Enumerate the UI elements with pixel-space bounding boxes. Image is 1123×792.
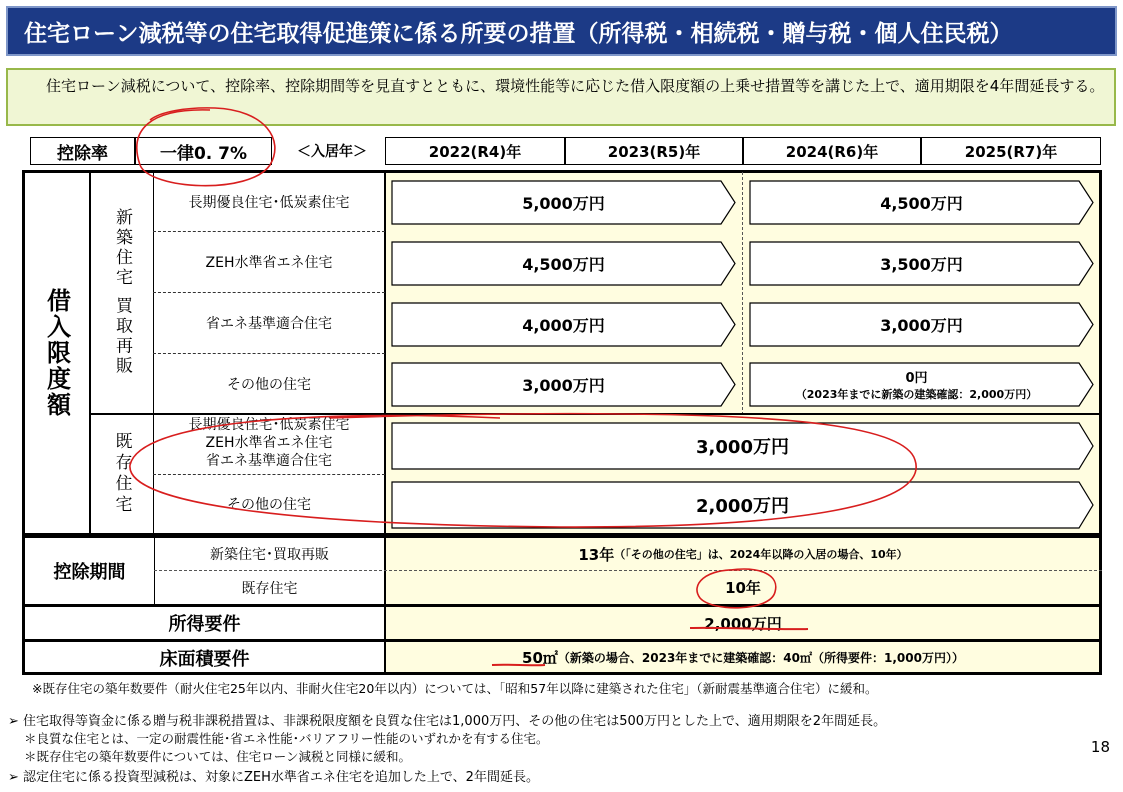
asterisk-note: ※既存住宅の築年数要件（耐火住宅25年以内、非耐火住宅20年以内）については、「昭和57年以降に建築された住宅」（新耐震基準適合住宅）に緩和。 bbox=[32, 681, 878, 696]
period-new-value-note: （「その他の住宅」は、2024年以降の入居の場合、10年） bbox=[614, 548, 908, 561]
borrow-limit-label: 借入限度額 bbox=[42, 288, 71, 418]
value-existing-other: 2,000万円 bbox=[696, 496, 789, 517]
value-zeh-2024: 3,500万円 bbox=[880, 255, 963, 274]
income-label: 所得要件 bbox=[168, 614, 241, 635]
move-in-year-label: ＜入居年＞ bbox=[297, 144, 367, 160]
rate-value: 一律0. 7% bbox=[135, 137, 272, 165]
value-energy-2024: 3,000万円 bbox=[880, 316, 963, 335]
income-value: 2,000万円 bbox=[704, 614, 782, 633]
intro-text: 住宅ローン減税について、控除率、控除期間等を見直すとともに、環境性能等に応じた借入限度額の上乗せ措置等を講じた上で、適用期限を4年間延長する。 bbox=[46, 77, 1105, 95]
value-long-life-2024: 4,500万円 bbox=[880, 194, 963, 213]
floor-value-note: （新築の場合、2023年までに建築確認：40㎡（所得要件：1,000万円）） bbox=[557, 651, 964, 665]
year-header-2025: 2025(R7)年 bbox=[921, 137, 1101, 165]
year-header-2022: 2022(R4)年 bbox=[385, 137, 565, 165]
value-other-2024: 0円 bbox=[905, 371, 928, 386]
existing-housing-label: 既存住宅 bbox=[111, 432, 132, 516]
red-underline-income bbox=[690, 628, 808, 629]
value-existing-qualified: 3,000万円 bbox=[696, 437, 789, 458]
existing-type-line-3: 省エネ基準適合住宅 bbox=[206, 453, 332, 469]
bullet-investment-text: 認定住宅に係る投資型減税は、対象にZEH水準省エネ住宅を追加した上で、2年間延長。 bbox=[23, 770, 539, 785]
existing-type-other: その他の住宅 bbox=[227, 497, 311, 513]
value-other-2024-note: （2023年までに新築の建築確認：2,000万円） bbox=[795, 388, 1038, 401]
bullet-marker: ➢ bbox=[8, 714, 24, 729]
red-circle-rate bbox=[137, 108, 275, 186]
bullet-quality-note: ＊良質な住宅とは、一定の耐震性能･省エネ性能･バリアフリー性能のいずれかを有する住宅。 bbox=[24, 731, 549, 746]
bullet-marker: ➢ bbox=[8, 770, 24, 785]
period-new-type: 新築住宅･買取再販 bbox=[210, 547, 329, 563]
floor-value-main: 50㎡ bbox=[522, 649, 558, 667]
floor-label: 床面積要件 bbox=[159, 648, 250, 670]
bullet-gift-tax-text: 住宅取得等資金に係る贈与税非課税措置は、非課税限度額を良質な住宅は1,000万円、その他の住宅は500万円とした上で、適用期限を2年間延長。 bbox=[23, 714, 887, 729]
period-new-value-main: 13年 bbox=[578, 545, 615, 564]
existing-type-line-2: ZEH水準省エネ住宅 bbox=[205, 435, 333, 451]
type-energy-standard: 省エネ基準適合住宅 bbox=[206, 316, 332, 332]
type-zeh: ZEH水準省エネ住宅 bbox=[205, 255, 333, 271]
type-long-life: 長期優良住宅･低炭素住宅 bbox=[188, 194, 350, 211]
red-circle-existing bbox=[130, 414, 916, 527]
value-long-life-2022: 5,000万円 bbox=[522, 194, 605, 213]
page-title-text: 住宅ローン減税等の住宅取得促進策に係る所要の措置（所得税・相続税・贈与税・個人住民税） bbox=[24, 20, 1013, 47]
bullet-age-note: ＊既存住宅の築年数要件については、住宅ローン減税と同様に緩和。 bbox=[24, 749, 412, 764]
value-zeh-2022: 4,500万円 bbox=[522, 255, 605, 274]
period-existing-value: 10年 bbox=[725, 579, 761, 597]
period-existing-type: 既存住宅 bbox=[241, 580, 298, 597]
year-header-2023: 2023(R5)年 bbox=[565, 137, 743, 165]
type-other: その他の住宅 bbox=[227, 376, 311, 393]
red-circle-10years bbox=[697, 569, 776, 608]
value-other-2022: 3,000万円 bbox=[522, 376, 605, 395]
new-housing-label: 新築住宅 買取再販 bbox=[112, 207, 132, 377]
existing-type-line-1: 長期優良住宅･低炭素住宅 bbox=[188, 417, 350, 433]
year-header-2024: 2024(R6)年 bbox=[743, 137, 921, 165]
period-label: 控除期間 bbox=[53, 562, 126, 583]
page-number: 18 bbox=[1090, 738, 1110, 756]
red-underline-floor bbox=[492, 665, 545, 666]
rate-label: 控除率 bbox=[30, 137, 135, 165]
value-energy-2022: 4,000万円 bbox=[522, 316, 605, 335]
